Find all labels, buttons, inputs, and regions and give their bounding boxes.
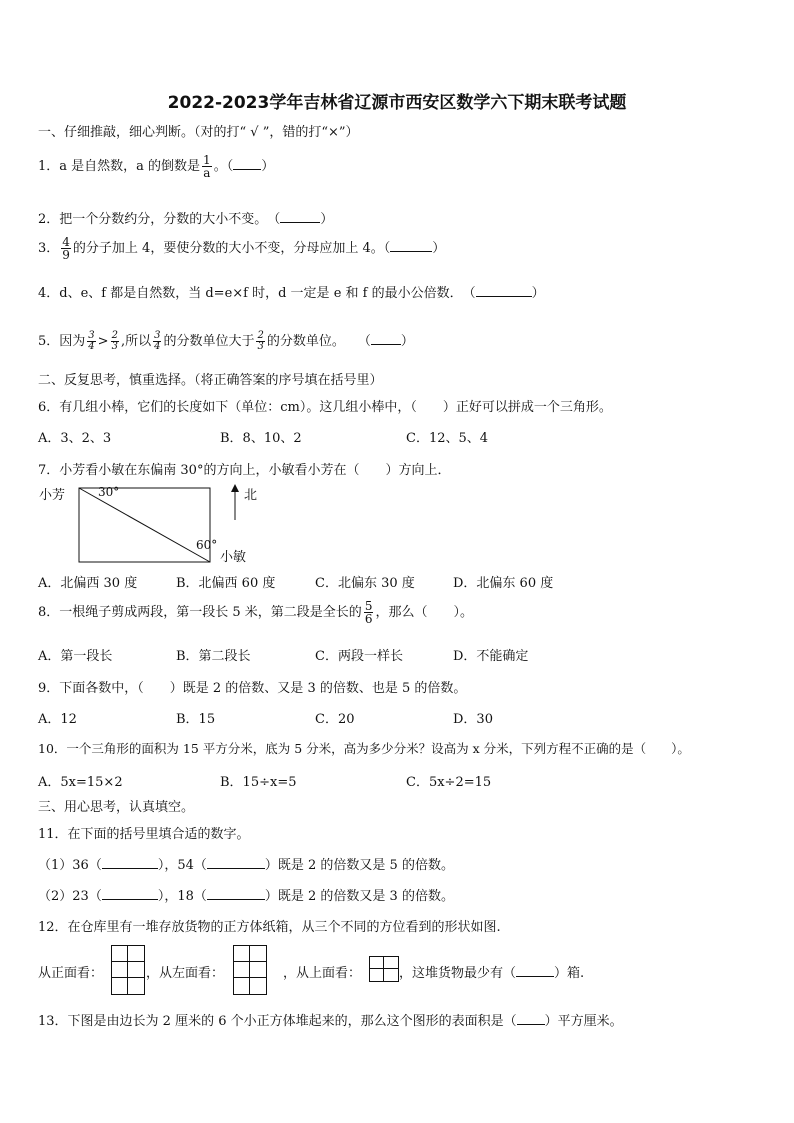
q10-option-b[interactable]: B．15÷x=5	[220, 775, 297, 790]
q5-close: ）	[400, 334, 414, 349]
q7-option-a[interactable]: A．北偏西 30 度	[38, 576, 138, 591]
q8-option-b[interactable]: B．第二段长	[176, 649, 251, 664]
q9-option-d[interactable]: D．30	[453, 712, 493, 727]
question-11: 11．在下面的括号里填合适的数字。	[38, 827, 250, 842]
page-title: 2022-2023学年吉林省辽源市西安区数学六下期末联考试题	[167, 93, 627, 113]
q11-2-text-a: （2）23（	[38, 889, 102, 904]
q5-text-c: 的分数单位。 （	[266, 334, 371, 349]
q7-label-north: 北	[244, 488, 258, 503]
q8-text-b: ，那么（ ）。	[375, 605, 473, 620]
q8-option-d[interactable]: D．不能确定	[453, 649, 529, 664]
q12-tail-b: ）箱.	[554, 966, 585, 981]
q11-line-2	[38, 885, 454, 904]
q5-fraction-2: $\frac{2}{3}$	[111, 330, 118, 352]
q7-angle-30: 30°	[98, 485, 120, 499]
q6-option-b[interactable]: B．8、10、2	[220, 431, 302, 446]
question-7: 7．小芳看小敏在东偏南 30°的方向上，小敏看小芳在（ ）方向上．	[38, 463, 451, 478]
q11-2-text-b: ），18（	[157, 889, 207, 904]
q6-option-c[interactable]: C．12、5、4	[406, 431, 489, 446]
q13-text-a: 13．下图是由边长为 2 厘米的 6 个小正方体堆起来的，那么这个图形的表面积是（	[38, 1014, 517, 1029]
q2-close: ）	[320, 212, 334, 227]
q9-option-a[interactable]: A．12	[38, 712, 77, 727]
q5-fraction-3: $\frac{3}{4}$	[154, 330, 161, 352]
question-3	[38, 236, 445, 261]
q9-option-b[interactable]: B．15	[176, 712, 216, 727]
q11-1-text-a: （1）36（	[38, 858, 102, 873]
q6-option-a[interactable]: A．3、2、3	[38, 431, 112, 446]
q7-option-c[interactable]: C．北偏东 30 度	[315, 576, 415, 591]
q7-angle-60: 60°	[196, 538, 218, 552]
q8-fraction: $\frac{5}{6}$	[364, 599, 373, 626]
q1-close: ）	[261, 159, 275, 174]
q8-option-c[interactable]: C．两段一样长	[315, 649, 403, 664]
q1-text: 1．a 是自然数，a 的倒数是	[38, 159, 201, 174]
q11-line-1	[38, 854, 454, 873]
q1-fraction: $\frac{1}{a}$	[203, 153, 211, 180]
q5-fraction-1: $\frac{3}{4}$	[88, 330, 95, 352]
q11-1-blank-b[interactable]	[207, 857, 265, 869]
q8-text: 8．一根绳子剪成两段，第一段长 5 米，第二段是全长的	[38, 605, 362, 620]
q3-answer-blank[interactable]	[390, 240, 432, 252]
q12-front-label: 从正面看：	[38, 966, 104, 981]
question-4	[38, 282, 545, 301]
q7-diagonal	[79, 488, 210, 562]
q3-fraction: $\frac{4}{9}$	[62, 235, 70, 262]
q11-2-text-c: ）既是 2 的倍数又是 3 的倍数。	[264, 889, 454, 904]
q13-text-b: ）平方厘米。	[544, 1014, 623, 1029]
q3-text: 的分子加上 4，要使分数的大小不变，分母应加上 4。（	[72, 241, 391, 256]
q3-close: ）	[432, 241, 446, 256]
q7-label-xiaofang: 小芳	[39, 488, 66, 503]
q5-text: 5．因为	[38, 334, 86, 349]
question-13	[38, 1010, 623, 1029]
question-1	[38, 154, 274, 179]
q1-answer-blank[interactable]	[233, 158, 261, 170]
q12-left-view-grid	[233, 945, 267, 995]
q5-answer-blank[interactable]	[371, 333, 401, 345]
q11-2-blank-b[interactable]	[207, 888, 265, 900]
section-heading-1: 一、仔细推敲，细心判断。（对的打“ √ ”，错的打“×”）	[38, 125, 359, 140]
q5-fraction-4: $\frac{2}{3}$	[257, 330, 264, 352]
q4-answer-blank[interactable]	[476, 285, 532, 297]
question-5	[38, 330, 414, 352]
q12-front-view-grid	[111, 945, 145, 995]
question-10: 10．一个三角形的面积为 15 平方分米，底为 5 分米，高为多少分米？设高为 x 分米，下列方程不正确的是（ ）。	[38, 741, 690, 756]
q11-1-text-c: ）既是 2 的倍数又是 5 的倍数。	[264, 858, 454, 873]
q2-answer-blank[interactable]	[280, 211, 320, 223]
section-heading-2: 二、反复思考，慎重选择。（将正确答案的序号填在括号里）	[38, 373, 383, 388]
q12-left-label: ，从左面看：	[146, 966, 225, 981]
question-2	[38, 208, 333, 227]
section-heading-3: 三、用心思考，认真填空。	[38, 800, 195, 815]
q1-text-b: 。（	[213, 159, 234, 174]
q5-gt: >	[97, 334, 109, 349]
q11-2-blank-a[interactable]	[102, 888, 158, 900]
q7-option-d[interactable]: D．北偏东 60 度	[453, 576, 554, 591]
q3-number: 3．	[38, 241, 60, 256]
q12-answer-blank[interactable]	[516, 965, 554, 977]
q12-top-view-grid	[369, 956, 399, 982]
q4-close: ）	[531, 286, 545, 301]
q10-option-c[interactable]: C．5x÷2=15	[406, 775, 492, 790]
q5-text-a: ,所以	[120, 334, 152, 349]
q12-tail	[399, 962, 584, 981]
question-8	[38, 600, 473, 625]
q2-text: 2．把一个分数约分，分数的大小不变。 （	[38, 212, 281, 227]
q12-top-label: ，从上面看：	[283, 966, 362, 981]
question-6: 6．有几组小棒，它们的长度如下（单位：cm）。这几组小棒中，（ ）正好可以拼成一个三角形。	[38, 400, 612, 415]
q4-text: 4．d、e、f 都是自然数，当 d=e×f 时，d 一定是 e 和 f 的最小公倍数． （	[38, 286, 476, 301]
question-12: 12．在仓库里有一堆存放货物的正方体纸箱，从三个不同的方位看到的形状如图.	[38, 920, 501, 935]
q9-option-c[interactable]: C．20	[315, 712, 355, 727]
q7-option-b[interactable]: B．北偏西 60 度	[176, 576, 276, 591]
q12-tail-a: ，这堆货物最少有（	[399, 966, 517, 981]
q10-option-a[interactable]: A．5x=15×2	[38, 775, 123, 790]
q7-label-xiaomin: 小敏	[220, 550, 247, 565]
q8-option-a[interactable]: A．第一段长	[38, 649, 113, 664]
q13-answer-blank[interactable]	[517, 1013, 545, 1025]
q11-1-blank-a[interactable]	[102, 857, 158, 869]
question-9: 9．下面各数中，（ ）既是 2 的倍数、又是 3 的倍数、也是 5 的倍数。	[38, 681, 467, 696]
q5-text-b: 的分数单位大于	[163, 334, 255, 349]
q11-1-text-b: ），54（	[157, 858, 207, 873]
north-arrow-icon	[231, 484, 239, 492]
